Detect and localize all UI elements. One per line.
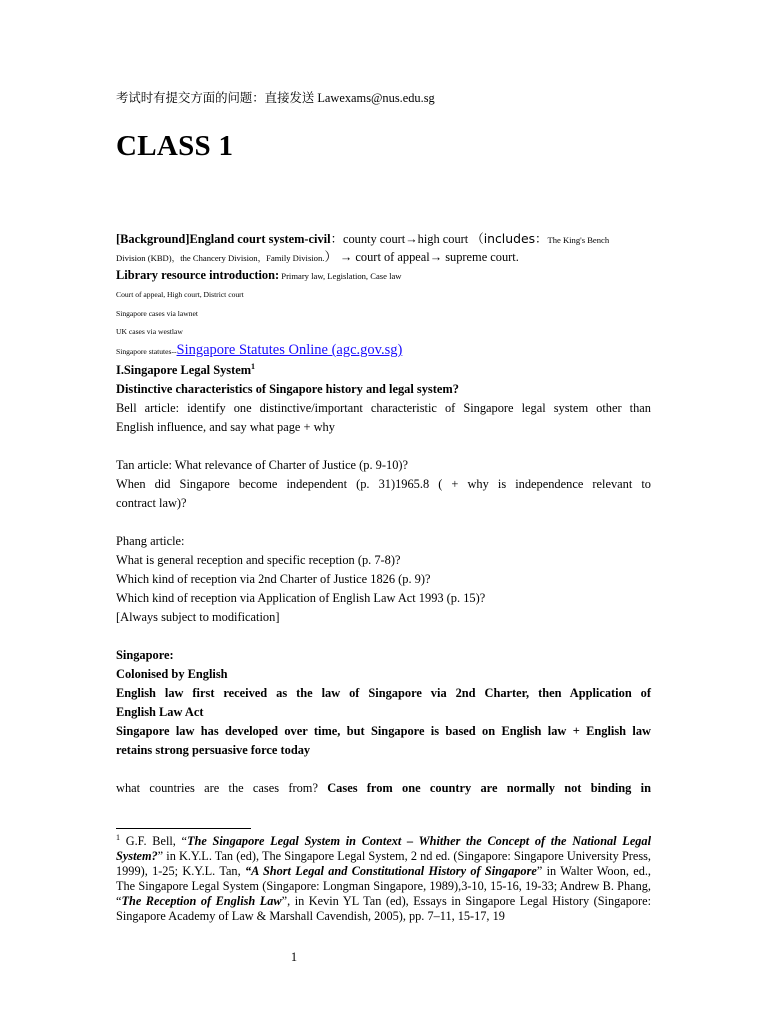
received-line-2: English Law Act — [116, 705, 204, 719]
library-line — [116, 266, 651, 286]
page-title: CLASS 1 — [116, 130, 234, 162]
paren-close: ） — [324, 249, 337, 264]
background-courts: county court→high court — [342, 232, 472, 246]
library-sg-cases: Singapore cases via lawnet — [116, 309, 199, 318]
library-types: Primary law, Legislation, Case law — [279, 271, 402, 281]
footnote-text: G.F. Bell, “ — [120, 834, 188, 848]
independence-line-2: contract law)? — [116, 496, 187, 510]
kbd-text-a: The King's Bench — [547, 235, 610, 245]
exam-notice-cjk: 考试时有提交方面的问题：直接发送 — [116, 90, 315, 105]
footnote-ref[interactable]: 1 — [251, 361, 256, 371]
section-heading — [116, 361, 651, 380]
statutes-prefix: Singapore statutes-- — [116, 347, 177, 356]
background-includes: （includes： — [471, 231, 548, 246]
developed-line-1: Singapore law has developed over time, but Singapore is based on English law + English law — [116, 724, 651, 738]
chancery-text: the Chancery Division — [180, 253, 258, 263]
sep-1: ， — [171, 254, 181, 264]
arrow-text: → — [336, 250, 356, 264]
tan-article-title: “A Short Legal and Constitutional History of Singapore — [244, 863, 537, 878]
bell-article-title: The Singapore Legal System in Context – Whither the Concept of the National Legal System? — [116, 834, 651, 863]
page-number: 1 — [290, 950, 298, 964]
footnote-rule — [116, 828, 251, 829]
colonised-line: Colonised by English — [116, 667, 228, 681]
section-heading-text: I.Singapore Legal System — [116, 363, 252, 377]
statutes-link[interactable]: Singapore Statutes Online (agc.gov.sg) — [176, 342, 403, 358]
phang-question-3: Which kind of reception via Application of English Law Act 1993 (p. 15)? — [116, 591, 486, 605]
phang-question-1: What is general reception and specific reception (p. 7-8)? — [116, 553, 401, 567]
kbd-text-b: Division (KBD) — [116, 253, 172, 263]
independence-line-1: When did Singapore become independent (p. 31)1965.8 ( + why is independence relevant to — [116, 477, 651, 491]
footnote-text: ” in K.Y.L. Tan (ed), The Singapore Legal System, 2 nd ed. (Singapore: Singapore University Press, 1999), 1-25; K.Y.L. Tan, — [116, 848, 651, 878]
bell-line-1: Bell article: identify one distinctive/important characteristic of Singapore legal system other than — [116, 401, 651, 415]
family-text: Family Division. — [266, 253, 325, 263]
background-lead: [Background]England court system-civil — [116, 232, 331, 246]
phang-note: [Always subject to modification] — [116, 610, 280, 624]
tan-line: Tan article: What relevance of Charter of Justice (p. 9-10)? — [116, 458, 409, 472]
exam-notice — [116, 88, 651, 108]
sep-2: ， — [257, 254, 267, 264]
library-label: Library resource introduction: — [116, 268, 280, 282]
phang-article-title: The Reception of English Law — [121, 893, 282, 908]
background-colon: ： — [330, 231, 343, 246]
library-uk-cases: UK cases via westlaw — [116, 327, 183, 336]
singapore-label: Singapore: — [116, 648, 174, 662]
footnote-text: ”, in Kevin YL Tan (ed), Essays in Singapore Legal History (Singapore: Singapore Academy of Law & Marshall Cavendish, 2005), pp. 7–11, 15-17, 19 — [116, 893, 651, 923]
phang-label: Phang article: — [116, 534, 185, 548]
bell-line-2: English influence, and say what page + why — [116, 420, 335, 434]
library-statutes — [116, 341, 651, 361]
developed-line-2: retains strong persuasive force today — [116, 743, 311, 757]
appeal-text: court of appeal→ supreme court. — [355, 250, 519, 264]
phang-question-2: Which kind of reception via 2nd Charter of Justice 1826 (p. 9)? — [116, 572, 431, 586]
footnote-1 — [116, 834, 651, 923]
footnote-text: ” in Walter Woon, ed., The Singapore Legal System (Singapore: Longman Singapore, 1989),3-10, 15-16, 19-33; Andrew B. Phang, “ — [116, 863, 651, 908]
countries-line — [116, 779, 651, 798]
countries-bold: Cases from one country are normally not binding in — [327, 781, 651, 795]
section-question: Distinctive characteristics of Singapore history and legal system? — [116, 382, 459, 396]
library-courts: Court of appeal, High court, District court — [116, 290, 244, 299]
countries-question: what countries are the cases from? — [116, 781, 328, 795]
exam-notice-email: Lawexams@nus.edu.sg — [314, 91, 435, 105]
received-line-1: English law first received as the law of Singapore via 2nd Charter, then Application of — [116, 686, 651, 700]
footnote-number: 1 — [116, 832, 120, 842]
